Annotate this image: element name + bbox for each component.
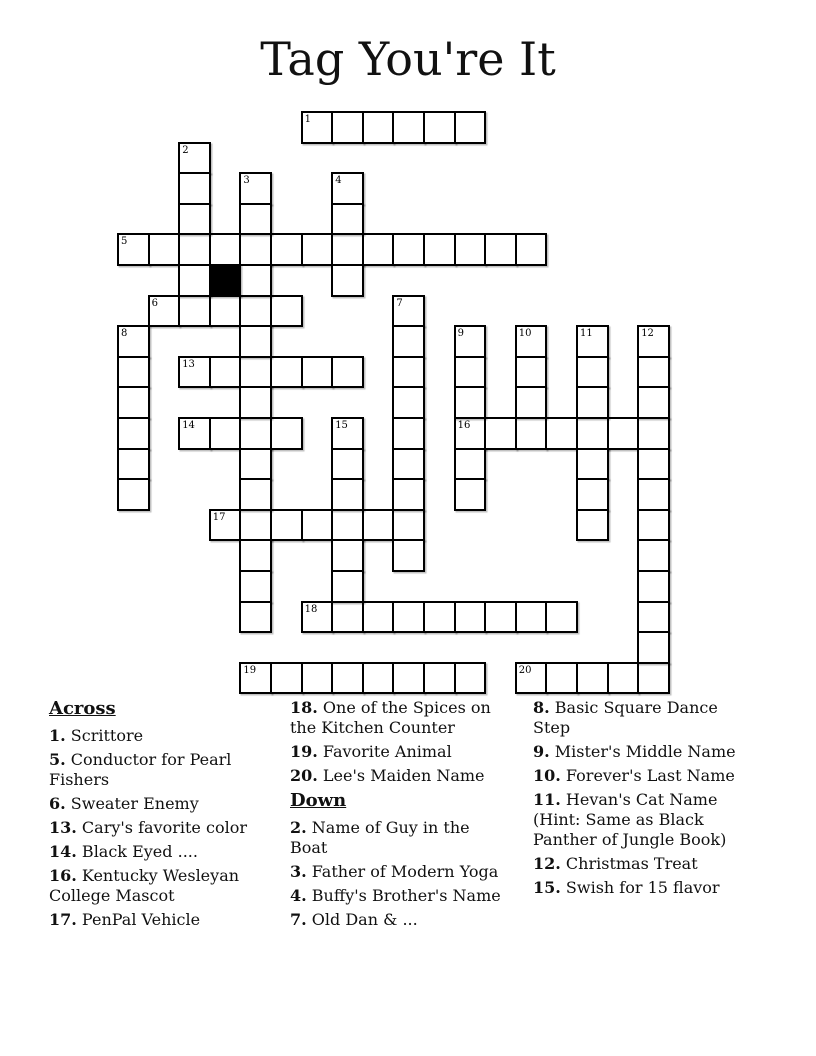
grid-cell	[545, 601, 578, 634]
grid-cell	[117, 325, 150, 358]
grid-cell	[392, 233, 425, 266]
cell-number: 17	[212, 511, 226, 523]
clue-item	[290, 910, 504, 930]
grid-cell	[515, 325, 548, 358]
grid-cell	[392, 386, 425, 419]
grid-cell	[637, 386, 670, 419]
clue-text: Kentucky Wesleyan College Mascot	[49, 866, 240, 905]
grid-cell	[454, 386, 487, 419]
clue-text: Conductor for Pearl Fishers	[49, 750, 232, 789]
grid-cell	[392, 417, 425, 450]
grid-cell	[239, 386, 272, 419]
clue-column-right	[533, 698, 747, 902]
grid-cell	[239, 601, 272, 634]
clue-item	[533, 766, 747, 786]
grid-cell	[239, 448, 272, 481]
grid-cell	[270, 417, 303, 450]
grid-cell	[331, 662, 364, 695]
grid-cell	[454, 356, 487, 389]
cell-number: 11	[580, 328, 593, 340]
clue-item	[290, 862, 504, 882]
grid-cell	[301, 601, 334, 634]
grid-cell	[454, 417, 487, 450]
clue-number: 7.	[290, 910, 307, 929]
grid-cell	[117, 233, 150, 266]
grid-cell	[637, 478, 670, 511]
clue-text: Favorite Animal	[317, 742, 452, 761]
grid-cell	[178, 172, 211, 205]
clue-number: 12.	[533, 854, 561, 873]
clue-text: Hevan's Cat Name (Hint: Same as Black Panther of Jungle Book)	[533, 790, 727, 849]
grid-cell	[607, 417, 640, 450]
clue-item	[49, 818, 287, 838]
grid-cell	[637, 509, 670, 542]
grid-cell	[392, 111, 425, 144]
clue-item	[533, 742, 747, 762]
grid-cell	[178, 142, 211, 175]
grid-cell	[637, 325, 670, 358]
grid-cell	[484, 233, 517, 266]
grid-cell	[178, 233, 211, 266]
grid-cell	[209, 233, 242, 266]
grid-cell	[209, 509, 242, 542]
grid-cell	[576, 417, 609, 450]
cell-number: 12	[641, 328, 654, 340]
grid-cell	[209, 295, 242, 328]
clue-item	[49, 910, 287, 930]
grid-cell	[392, 295, 425, 328]
clue-text: Old Dan & ...	[306, 910, 418, 929]
grid-cell	[576, 356, 609, 389]
clue-text: Lee's Maiden Name	[317, 766, 485, 785]
grid-cell	[301, 233, 334, 266]
cell-number: 13	[182, 358, 195, 370]
grid-cell	[117, 356, 150, 389]
grid-cell	[239, 172, 272, 205]
grid-cell	[515, 601, 548, 634]
cell-number: 1	[304, 114, 311, 125]
grid-cell	[239, 203, 272, 236]
clue-text: Sweater Enemy	[65, 794, 199, 813]
grid-cell	[454, 478, 487, 511]
grid-cell	[515, 356, 548, 389]
clue-number: 20.	[290, 766, 318, 785]
grid-cell	[239, 539, 272, 572]
grid-cell	[607, 662, 640, 695]
cell-number: 7	[396, 297, 403, 309]
grid-cell	[331, 448, 364, 481]
cell-number: 15	[335, 420, 348, 431]
grid-cell	[484, 601, 517, 634]
grid-cell	[637, 601, 670, 634]
cell-number: 4	[335, 175, 342, 187]
grid-cell	[515, 386, 548, 419]
grid-cell	[576, 478, 609, 511]
grid-cell	[178, 203, 211, 236]
clue-number: 14.	[49, 842, 77, 861]
grid-cell	[209, 417, 242, 450]
grid-cell	[239, 570, 272, 603]
grid-cell	[454, 233, 487, 266]
grid-cell	[331, 601, 364, 634]
grid-cell	[270, 662, 303, 695]
grid-cell	[637, 662, 670, 695]
cell-number: 8	[121, 328, 128, 340]
black-cell	[209, 264, 242, 297]
cell-number: 18	[304, 603, 318, 615]
clue-text: Name of Guy in the Boat	[290, 818, 470, 857]
grid-cell	[392, 539, 425, 572]
clue-column-left	[49, 698, 287, 934]
cell-number: 20	[518, 664, 532, 676]
cell-number: 19	[243, 664, 257, 676]
clue-item	[49, 866, 287, 906]
grid-cell	[362, 601, 395, 634]
grid-cell	[331, 356, 364, 389]
grid-cell	[545, 662, 578, 695]
grid-cell	[454, 448, 487, 481]
clue-text: One of the Spices on the Kitchen Counter	[290, 698, 491, 737]
grid-cell	[392, 325, 425, 358]
grid-cell	[576, 386, 609, 419]
clue-number: 4.	[290, 886, 307, 905]
clue-number: 16.	[49, 866, 77, 885]
clue-number: 5.	[49, 750, 66, 769]
grid-cell	[270, 233, 303, 266]
grid-cell	[454, 662, 487, 695]
clue-item	[49, 794, 287, 814]
grid-cell	[454, 111, 487, 144]
grid-cell	[423, 111, 456, 144]
clue-number: 8.	[533, 698, 550, 717]
grid-cell	[331, 203, 364, 236]
grid-cell	[515, 233, 548, 266]
clue-column-middle	[290, 698, 504, 934]
clue-item	[290, 698, 504, 738]
clue-text: Christmas Treat	[560, 854, 698, 873]
grid-cell	[576, 325, 609, 358]
grid-cell	[423, 662, 456, 695]
clue-item	[533, 878, 747, 898]
across-heading: Across	[49, 698, 116, 719]
grid-cell	[301, 356, 334, 389]
clue-item	[49, 842, 287, 862]
grid-cell	[270, 356, 303, 389]
grid-cell	[362, 111, 395, 144]
clue-text: Cary's favorite color	[76, 818, 247, 837]
grid-cell	[117, 448, 150, 481]
clue-number: 15.	[533, 878, 561, 897]
cell-number: 5	[121, 236, 128, 248]
grid-cell	[637, 539, 670, 572]
cell-number: 16	[457, 420, 471, 431]
grid-cell	[331, 111, 364, 144]
grid-cell	[331, 478, 364, 511]
grid-cell	[392, 601, 425, 634]
grid-cell	[454, 325, 487, 358]
grid-cell	[239, 356, 272, 389]
clue-item	[290, 818, 504, 858]
clue-item	[533, 854, 747, 874]
cell-number: 3	[243, 175, 250, 187]
clue-item	[290, 742, 504, 762]
grid-cell	[178, 295, 211, 328]
down-heading: Down	[290, 790, 347, 811]
grid-cell	[270, 295, 303, 328]
clue-number: 10.	[533, 766, 561, 785]
grid-cell	[331, 264, 364, 297]
cell-number: 14	[182, 420, 195, 431]
grid-cell	[637, 631, 670, 664]
clue-number: 19.	[290, 742, 318, 761]
clue-number: 6.	[49, 794, 66, 813]
clue-text: Scrittore	[65, 726, 144, 745]
grid-cell	[392, 356, 425, 389]
puzzle-title: Tag You're It	[260, 32, 556, 86]
grid-cell	[301, 111, 334, 144]
grid-cell	[392, 509, 425, 542]
grid-cell	[117, 386, 150, 419]
grid-cell	[392, 478, 425, 511]
clue-number: 18.	[290, 698, 318, 717]
grid-cell	[362, 509, 395, 542]
grid-cell	[637, 570, 670, 603]
grid-cell	[117, 478, 150, 511]
grid-cell	[301, 662, 334, 695]
grid-cell	[239, 478, 272, 511]
grid-cell	[392, 662, 425, 695]
clue-item	[49, 726, 287, 746]
clue-number: 17.	[49, 910, 77, 929]
grid-cell	[239, 509, 272, 542]
grid-cell	[209, 356, 242, 389]
grid-cell	[178, 356, 211, 389]
grid-cell	[423, 601, 456, 634]
grid-cell	[301, 509, 334, 542]
grid-cell	[392, 448, 425, 481]
cell-number: 9	[457, 328, 464, 340]
grid-cell	[331, 172, 364, 205]
grid-cell	[576, 509, 609, 542]
grid-cell	[239, 264, 272, 297]
grid-cell	[331, 539, 364, 572]
cell-number: 6	[151, 297, 158, 309]
clue-number: 13.	[49, 818, 77, 837]
clue-text: Swish for 15 flavor	[560, 878, 720, 897]
clue-text: Buffy's Brother's Name	[306, 886, 501, 905]
grid-cell	[117, 417, 150, 450]
grid-cell	[239, 325, 272, 358]
clue-text: Mister's Middle Name	[549, 742, 736, 761]
grid-cell	[423, 233, 456, 266]
clue-number: 9.	[533, 742, 550, 761]
grid-cell	[362, 662, 395, 695]
grid-cell	[239, 295, 272, 328]
clue-number: 2.	[290, 818, 307, 837]
grid-cell	[331, 417, 364, 450]
grid-cell	[331, 570, 364, 603]
grid-cell	[362, 233, 395, 266]
grid-cell	[637, 448, 670, 481]
grid-cell	[239, 662, 272, 695]
clue-text: Basic Square Dance Step	[533, 698, 718, 737]
grid-cell	[239, 233, 272, 266]
clue-number: 11.	[533, 790, 561, 809]
clue-number: 3.	[290, 862, 307, 881]
clue-item	[290, 766, 504, 786]
grid-cell	[515, 662, 548, 695]
clue-text: Father of Modern Yoga	[306, 862, 499, 881]
grid-cell	[637, 356, 670, 389]
clue-text: PenPal Vehicle	[76, 910, 201, 929]
clue-item	[290, 886, 504, 906]
clue-item	[49, 750, 287, 790]
grid-cell	[454, 601, 487, 634]
clue-text: Forever's Last Name	[560, 766, 735, 785]
grid-cell	[178, 264, 211, 297]
grid-cell	[148, 295, 181, 328]
grid-cell	[576, 662, 609, 695]
grid-cell	[637, 417, 670, 450]
grid-cell	[178, 417, 211, 450]
grid-cell	[148, 233, 181, 266]
clue-number: 1.	[49, 726, 66, 745]
grid-cell	[239, 417, 272, 450]
cell-number: 2	[182, 144, 189, 156]
grid-cell	[484, 417, 517, 450]
grid-cell	[331, 233, 364, 266]
cell-number: 10	[518, 328, 532, 340]
grid-cell	[545, 417, 578, 450]
clue-text: Black Eyed ....	[76, 842, 198, 861]
clue-item	[533, 790, 747, 850]
grid-cell	[576, 448, 609, 481]
grid-cell	[515, 417, 548, 450]
grid-cell	[270, 509, 303, 542]
grid-cell	[331, 509, 364, 542]
clue-item	[533, 698, 747, 738]
